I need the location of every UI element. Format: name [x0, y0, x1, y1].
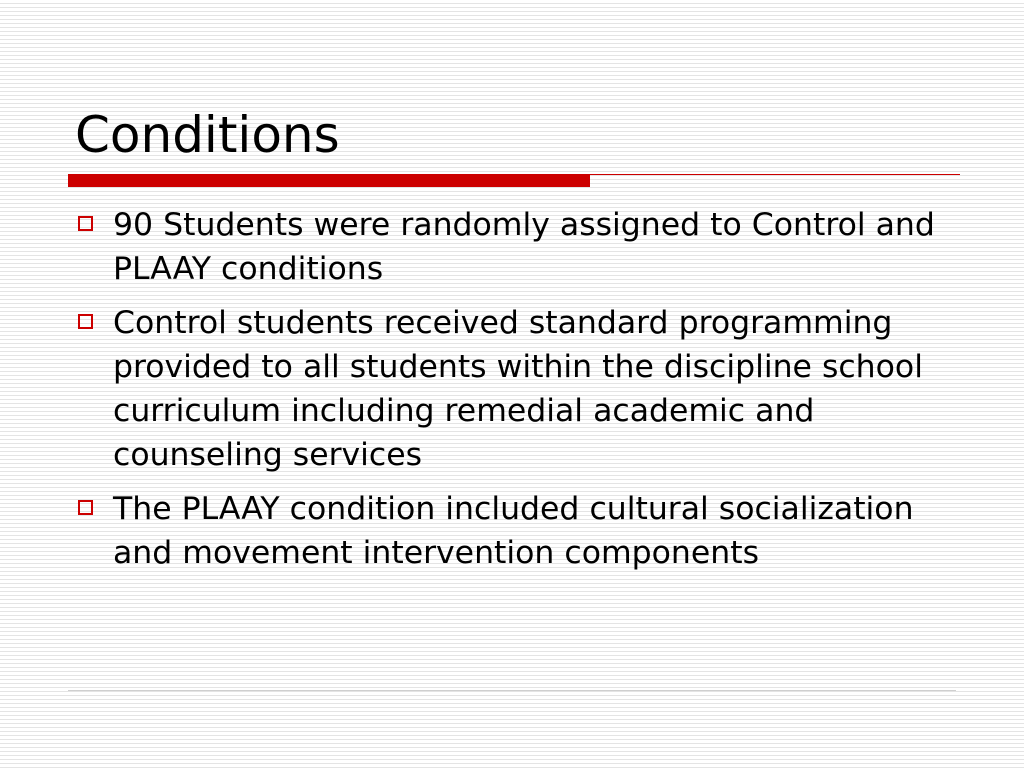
- bullet-text: Control students received standard programming provided to all students within the discipline school curriculum including remedial academic and counseling services: [113, 305, 923, 473]
- footer-divider: [68, 690, 956, 691]
- bullet-list: [0, 203, 1024, 585]
- hollow-square-bullet-icon: [78, 314, 93, 329]
- bullet-item: [0, 203, 1024, 291]
- hollow-square-bullet-icon: [78, 216, 93, 231]
- title-underline-thin: [590, 174, 960, 175]
- hollow-square-bullet-icon: [78, 500, 93, 515]
- slide-title: Conditions: [75, 106, 340, 164]
- bullet-text: 90 Students were randomly assigned to Control and PLAAY conditions: [113, 207, 935, 287]
- title-underline-thick: [68, 174, 590, 187]
- bullet-text: The PLAAY condition included cultural socialization and movement intervention components: [113, 491, 914, 571]
- bullet-item: [0, 301, 1024, 477]
- bullet-item: [0, 487, 1024, 575]
